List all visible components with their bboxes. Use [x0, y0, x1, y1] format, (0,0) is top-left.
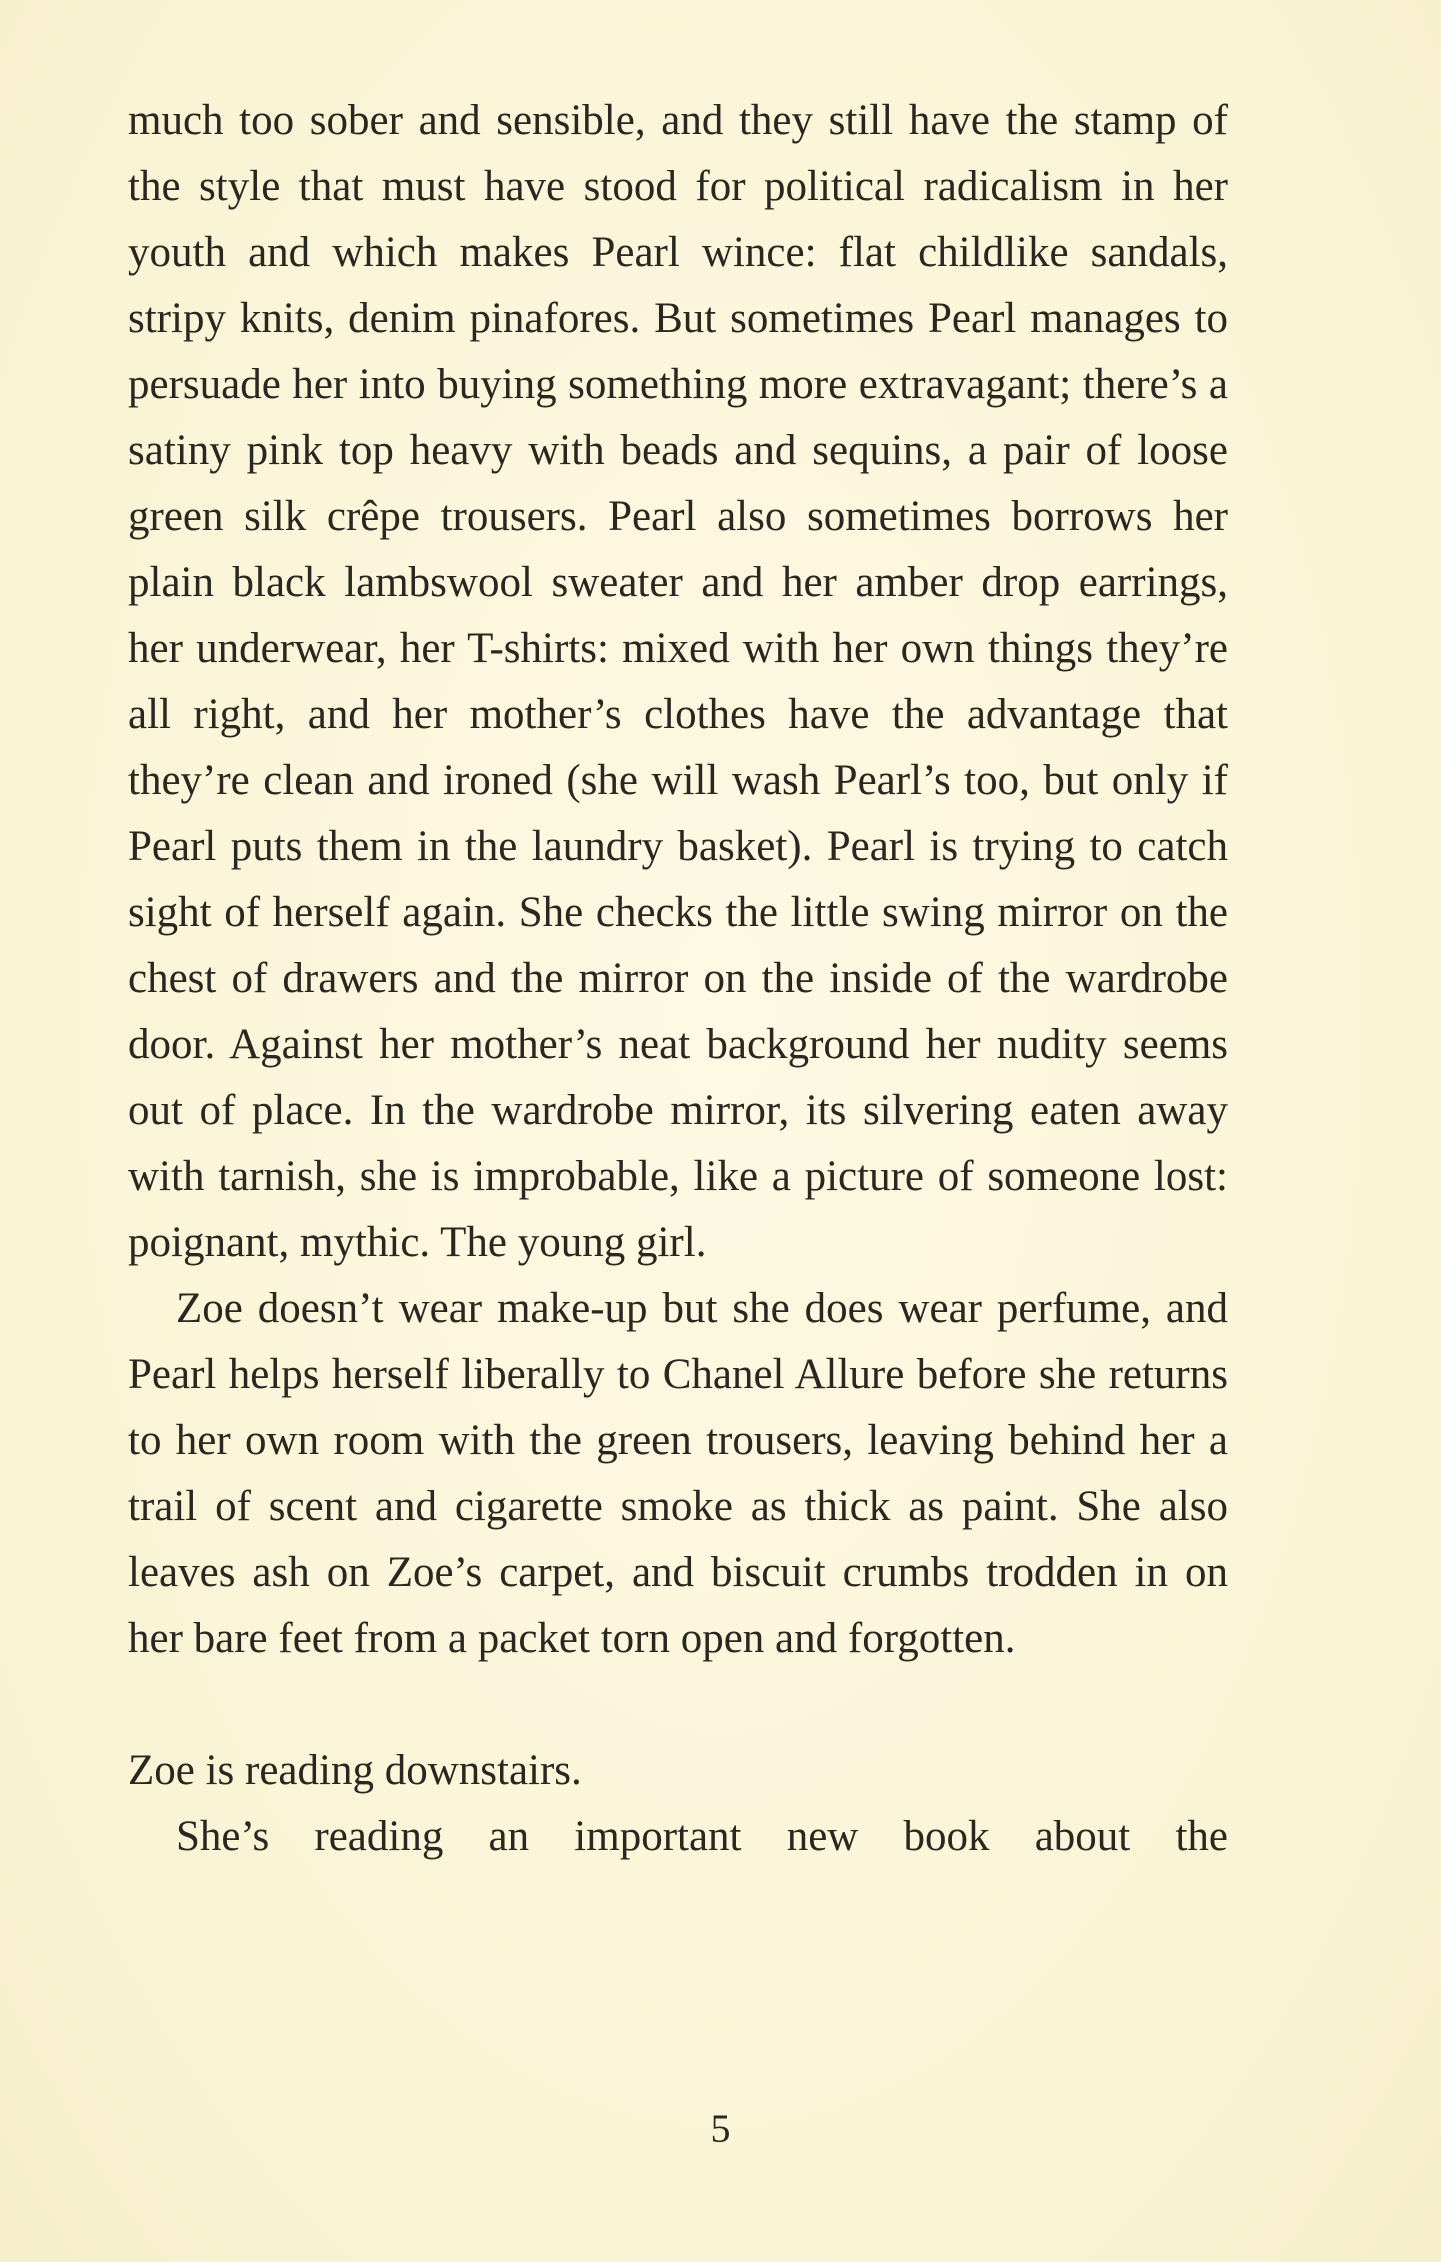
- paragraph-perfume: Zoe doesn’t wear make-up but she does wear perfume, and Pearl helps herself liberally to Chanel Allure before she returns to her own room with the green trousers, leaving behind her a trail of scent and cigarette smoke as thick as paint. She also leaves ash on Zoe’s carpet, and biscuit crumbs trodden in on her bare feet from a packet torn open and forgotten.: [128, 1285, 1228, 1662]
- page-number: 5: [710, 2106, 731, 2151]
- paragraph-reading: She’s reading an important new book about the: [176, 1813, 1228, 1860]
- section-break: [128, 1672, 1228, 1738]
- body-text: [128, 88, 1228, 1870]
- paragraph-section-start: Zoe is reading downstairs.: [128, 1747, 582, 1794]
- paragraph-continued: much too sober and sensible, and they still have the stamp of the style that must have stood for political radicalism in her youth and which makes Pearl wince: flat childlike sandals, stripy knits, denim pinafores. But sometimes Pearl manages to persuade her into buying something more extravagant; there’s a satiny pink top heavy with beads and sequins, a pair of loose green silk crêpe trousers. Pearl also sometimes borrows her plain black lambswool sweater and her amber drop earrings, her underwear, her T-shirts: mixed with her own things they’re all right, and her mother’s clothes have the advantage that they’re clean and ironed (she will wash Pearl’s too, but only if Pearl puts them in the laundry basket). Pearl is trying to catch sight of herself again. She checks the little swing mirror on the chest of drawers and the mirror on the inside of the wardrobe door. Against her mother’s neat background her nudity seems out of place. In the wardrobe mirror, its silvering eaten away with tarnish, she is improbable, like a picture of someone lost: poignant, mythic. The young girl.: [128, 97, 1228, 1266]
